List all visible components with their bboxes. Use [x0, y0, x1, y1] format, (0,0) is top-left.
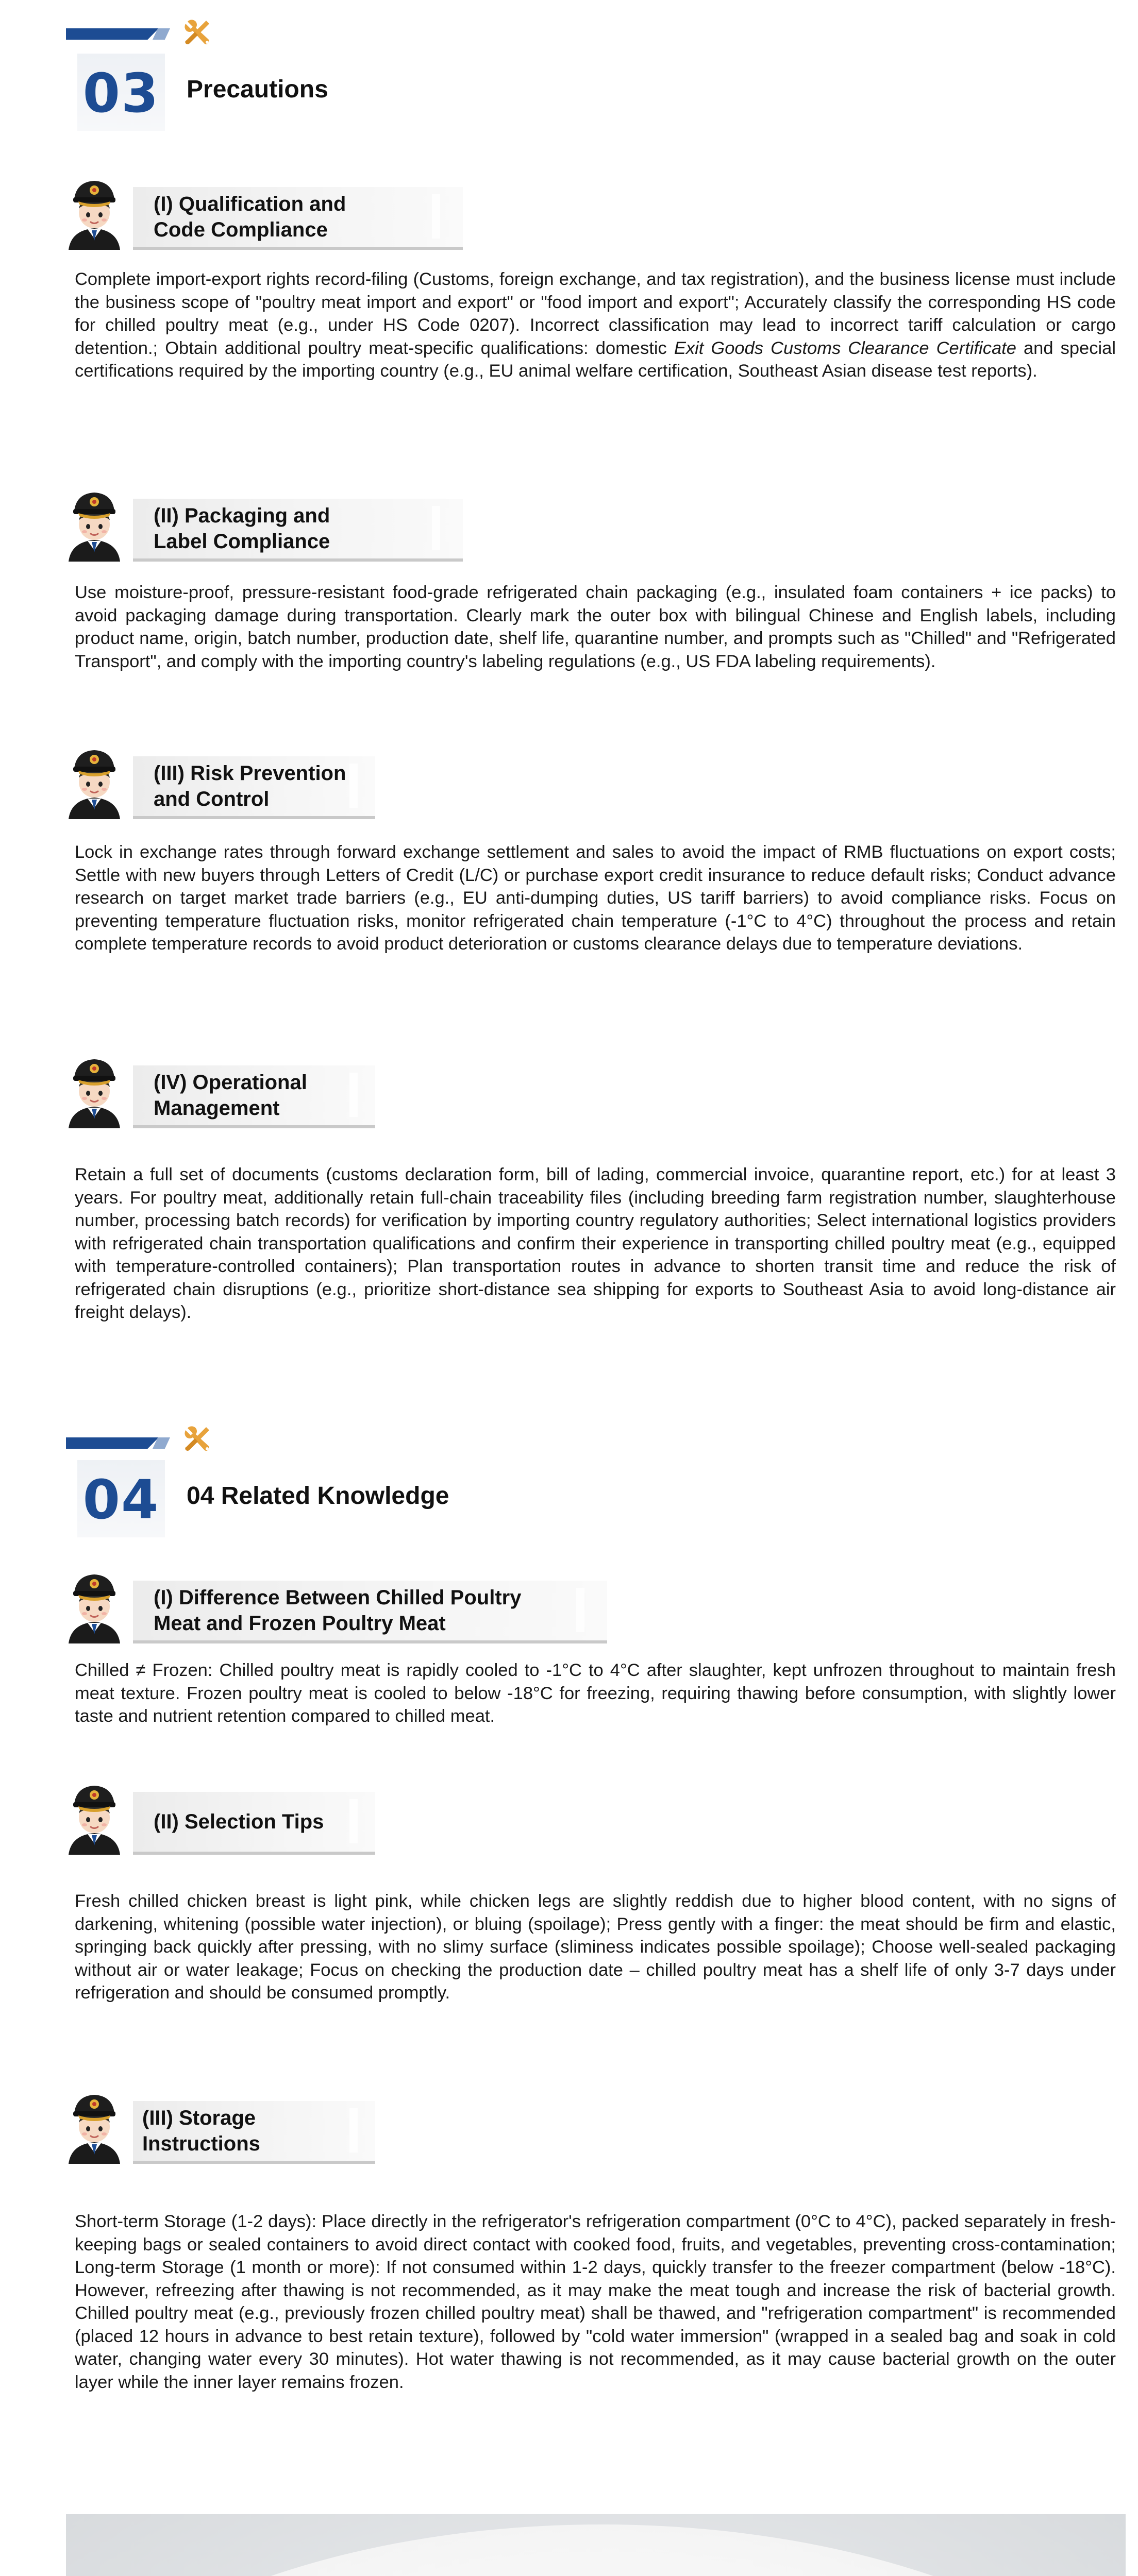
paragraph-difference: Chilled ≠ Frozen: Chilled poultry meat is rapidly cooled to -1°C to 4°C after slaughter, kept unfrozen throughout to maintain fresh meat texture. Frozen poultry meat is cooled to below -18°C for freezing, requiring thawing before consumption, with slightly lower taste and nutrient retention compared to chilled meat. — [75, 1660, 1116, 1726]
section-title: Precautions — [187, 76, 328, 103]
paragraph-risk: Lock in exchange rates through forward exchange settlement and sales to avoid the impact of RMB fluctuations on export costs; Settle with new buyers through Letters of Credit (L/C) or purchase export credit insurance to reduce default risks; Conduct advance research on target market trade barriers (e.g., EU anti-dumping duties, US tariff barriers) to avoid compliance risks. Focus on preventing temperature fluctuation risks, monitor refrigerated chain temperature (-1°C to 4°C) throughout the process and retain complete temperature records to avoid product deterioration or customs clearance delays due to temperature deviations. — [75, 842, 1116, 954]
subheading-packaging: (II) Packaging and Label Compliance — [56, 484, 463, 562]
customs-officer-avatar-icon — [56, 742, 133, 819]
section-number: 03 — [82, 62, 160, 125]
customs-officer-avatar-icon — [56, 1051, 133, 1128]
chicken-dish-photo — [66, 2514, 1126, 2576]
subheading-storage: (III) Storage Instructions — [56, 2087, 386, 2164]
paragraph-qualification: Complete import-export rights record-filing (Customs, foreign exchange, and tax registration), and the business license must include the business scope of "poultry meat import and export" or "food import and export"; Accurately classify the corresponding HS code for chilled poultry meat (e.g., under HS Code 0207). Incorrect classification may lead to incorrect tariff calculation or cargo detention.; Obtain additional poultry meat-specific qualifications: domestic Exit Goods Customs Clearance Certificate and special certifications required by the importing country (e.g., EU animal welfare certification, Southeast Asian disease test reports). — [75, 269, 1116, 381]
section-04-accent-bar — [66, 1437, 174, 1449]
subheading-operational: (IV) Operational Management — [56, 1051, 375, 1128]
subheading-qualification — [56, 173, 463, 250]
paragraph-selection: Fresh chilled chicken breast is light pink, while chicken legs are slightly reddish due to higher blood content, with no signs of darkening, whitening (possible water injection), or bluing (spoilage); Press gently with a finger: the meat should be firm and elastic, springing back quickly after pressing, with no slimy surface (sliminess indicates possible spoilage); Choose well-sealed packaging without air or water leakage; Focus on checking the production date – chilled poultry meat has a shelf life of only 3-7 days under refrigeration and should be consumed promptly. — [75, 1891, 1116, 2003]
customs-officer-avatar-icon — [56, 173, 133, 250]
tools-icon — [180, 1423, 213, 1456]
tools-icon — [180, 16, 213, 49]
section-number-box — [77, 54, 165, 131]
section-number: 04 — [82, 1468, 160, 1531]
subheading-risk: (III) Risk Prevention and Control — [56, 742, 375, 819]
paragraph-storage: Short-term Storage (1-2 days): Place directly in the refrigerator's refrigeration compartment (0°C to 4°C), packed separately in fresh-keeping bags or sealed containers to avoid direct contact with cooked food, fruits, and vegetables, preventing cross-contamination; Long-term Storage (1 month or more): If not consumed within 1-2 days, quickly transfer to the freezer compartment (below -18°C). However, refreezing after thawing is not recommended, as it may make the meat tough and increase the risk of bacterial growth. Chilled poultry meat (e.g., previously frozen chilled poultry meat) shall be thawed, and "refrigeration compartment" is recommended (placed 12 hours in advance to best retain texture), followed by "cold water immersion" (wrapped in a sealed bag and soak in cold water, changing water every 30 minutes). Hot water thawing is not recommended, as it may cause bacterial growth on the outer layer while the inner layer remains frozen. — [75, 2212, 1116, 2392]
subheading-selection: (II) Selection Tips — [56, 1777, 375, 1855]
subheading-text: (I) Qualification and Code Compliance — [154, 193, 346, 241]
section-title: 04 Related Knowledge — [187, 1482, 449, 1510]
section-number-box — [77, 1460, 165, 1537]
customs-officer-avatar-icon — [56, 1777, 133, 1855]
subheading-difference: (I) Difference Between Chilled Poultry Meat and Frozen Poultry Meat — [56, 1566, 612, 1643]
customs-officer-avatar-icon — [56, 1566, 133, 1643]
paragraph-operational: Retain a full set of documents (customs declaration form, bill of lading, commercial invoice, quarantine report, etc.) for at least 3 years. For poultry meat, additionally retain full-chain traceability files (including breeding farm registration number, slaughterhouse number, processing batch records) for verification by importing country regulatory authorities; Select international logistics providers with refrigerated chain transportation qualifications and confirm their experience in transporting chilled poultry meat (e.g., equipped with temperature-controlled containers); Plan transportation routes in advance to shorten transit time and reduce the risk of refrigerated chain disruptions (e.g., prioritize short-distance sea shipping for exports to Southeast Asia to avoid long-distance air freight delays). — [75, 1165, 1116, 1322]
section-03-accent-bar — [66, 28, 174, 40]
paragraph-packaging: Use moisture-proof, pressure-resistant food-grade refrigerated chain packaging (e.g., insulated foam containers + ice packs) to avoid packaging damage during transportation. Clearly mark the outer box with bilingual Chinese and English labels, including product name, origin, batch number, production date, shelf life, quarantine number, and prompts such as "Chilled" and "Refrigerated Transport", and comply with the importing country's labeling regulations (e.g., US FDA labeling requirements). — [75, 583, 1116, 671]
customs-officer-avatar-icon — [56, 484, 133, 562]
customs-officer-avatar-icon — [56, 2087, 133, 2164]
